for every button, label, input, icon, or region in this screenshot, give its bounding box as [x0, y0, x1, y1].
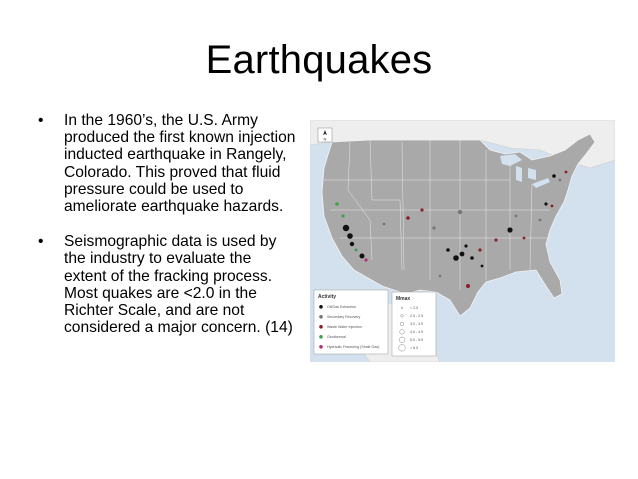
quake-marker: [420, 208, 423, 211]
legend-activity: [314, 290, 388, 354]
quake-marker: [559, 179, 562, 182]
quake-marker: [481, 265, 484, 268]
quake-marker: [552, 174, 556, 178]
quake-marker: [466, 284, 470, 288]
quake-marker: [347, 233, 353, 239]
bullet-text: Seismographic data is used by the industry to evaluate the extent of the fracking process. Most quakes are <2.0 in the Richter Scale, and are not considered a major concern. (14): [64, 233, 293, 337]
quake-marker: [551, 205, 554, 208]
legend-mmax-label: 4.0 - 4.9: [410, 330, 424, 334]
bullet-item-seismographic: [38, 233, 298, 336]
legend-activity-swatch: [319, 325, 323, 329]
quake-marker: [383, 223, 386, 226]
quake-marker: [343, 225, 349, 231]
legend-mmax-label: 3.0 - 3.9: [410, 322, 424, 326]
quake-marker: [335, 202, 339, 206]
legend-mmax-label: 5.0 - 5.9: [410, 338, 424, 342]
legend-mmax-label: < 2.0: [410, 306, 419, 310]
legend-mmax-label: > 6.0: [410, 346, 419, 350]
legend-activity-swatch: [319, 335, 323, 339]
bullet-text: In the 1960’s, the U.S. Army produced the first known injection inducted earthquake in Rangely, Colorado. This proved that fluid pressure could be used to ameliorate earthquake hazards.: [64, 112, 296, 216]
legend-activity-label: Oil/Gas Extraction: [327, 305, 356, 309]
legend-activity-swatch: [319, 315, 323, 319]
bullet-item-rangely: [38, 112, 298, 215]
quake-marker: [453, 255, 459, 261]
quake-marker: [478, 248, 481, 251]
lake-huron: [528, 168, 536, 180]
quake-marker: [565, 171, 568, 174]
legend-mmax-title: Mmax: [396, 296, 411, 302]
legend-activity-label: Geothermal: [327, 335, 346, 339]
bullet-list: [38, 112, 298, 354]
quake-marker: [341, 214, 344, 217]
bullet-marker: •: [38, 112, 44, 129]
legend-activity-swatch: [319, 345, 323, 349]
legend-mmax-label: 2.0 - 2.9: [410, 314, 424, 318]
quake-marker: [515, 215, 518, 218]
slide-title: Earthquakes: [205, 38, 433, 82]
quake-marker: [355, 249, 358, 252]
quake-marker: [470, 256, 474, 260]
quake-marker: [539, 219, 542, 222]
bullet-marker: •: [38, 233, 44, 251]
quake-marker: [360, 254, 365, 259]
quake-marker: [544, 202, 547, 205]
us-map-figure: [310, 120, 615, 362]
quake-marker: [458, 210, 462, 214]
quake-marker: [446, 248, 450, 252]
quake-marker: [364, 258, 367, 261]
legend-mmax: [392, 292, 436, 356]
quake-marker: [460, 252, 465, 257]
legend-activity-swatch: [319, 305, 323, 309]
lake-michigan: [516, 166, 522, 182]
legend-activity-title: Activity: [318, 294, 337, 300]
quake-marker: [350, 242, 354, 246]
quake-marker: [507, 227, 512, 232]
quake-marker: [439, 275, 442, 278]
quake-marker: [406, 216, 410, 220]
quake-marker: [464, 244, 467, 247]
quake-marker: [432, 226, 435, 229]
legend-activity-label: Secondary Recovery: [327, 315, 361, 319]
legend-activity-label: Waste Water Injection: [327, 325, 362, 329]
compass-label: N: [323, 136, 327, 142]
us-seismicity-map: [310, 120, 615, 362]
quake-marker: [523, 237, 526, 240]
legend-activity-label: Hydraulic Fracturing (Shale Gas): [327, 345, 380, 349]
quake-marker: [494, 238, 497, 241]
